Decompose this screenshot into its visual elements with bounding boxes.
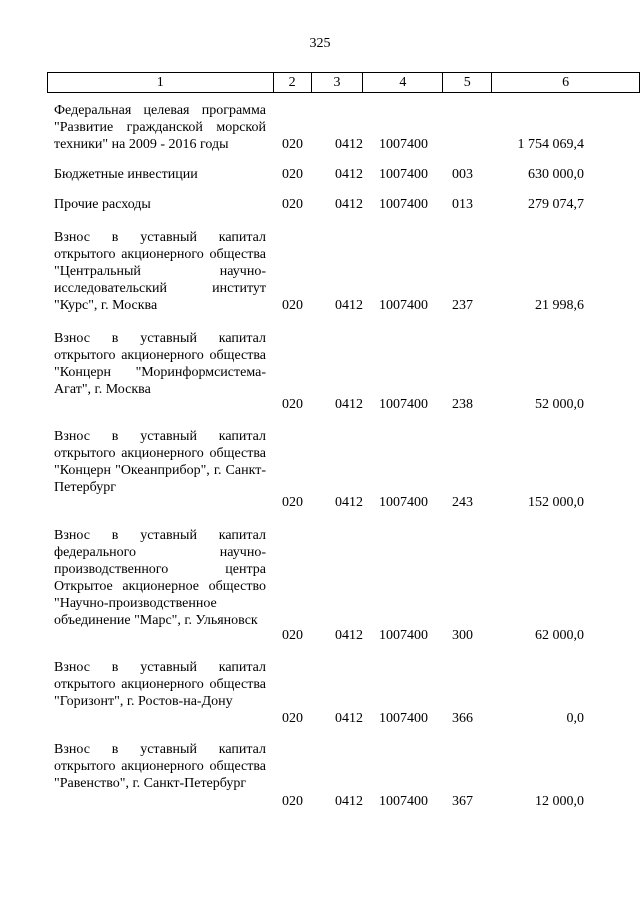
row-col-6: 12 000,0 (535, 794, 584, 809)
row-col-2: 020 (282, 137, 303, 152)
row-col-3: 0412 (335, 711, 363, 726)
row-col-3: 0412 (335, 794, 363, 809)
header-col-4: 4 (363, 73, 443, 93)
row-col-4: 1007400 (379, 298, 428, 313)
row-name: Взнос в уставный капитал открытого акционерного общества "Центральный научно-исследовательский институт "Курс", г. Москва (54, 230, 266, 313)
table-header (47, 72, 640, 93)
row-col-4: 1007400 (379, 137, 428, 152)
header-col-6: 6 (492, 73, 640, 93)
row-col-6: 630 000,0 (528, 167, 584, 182)
row-col-4: 1007400 (379, 711, 428, 726)
row-col-5: 003 (452, 167, 473, 182)
row-name: Взнос в уставный капитал федерального научно-производственного центра Открытое акционерное общество "Научно-производственное объединение "Марс", г. Ульяновск (54, 528, 266, 628)
row-col-4: 1007400 (379, 628, 428, 643)
header-col-3: 3 (311, 73, 363, 93)
header-row (48, 73, 640, 93)
row-col-4: 1007400 (379, 167, 428, 182)
row-name: Федеральная целевая программа "Развитие гражданской морской техники" на 2009 - 2016 годы (54, 103, 266, 152)
row-col-4: 1007400 (379, 495, 428, 510)
row-col-3: 0412 (335, 137, 363, 152)
row-col-2: 020 (282, 711, 303, 726)
row-col-5: 366 (452, 711, 473, 726)
row-col-5: 367 (452, 794, 473, 809)
row-name: Взнос в уставный капитал открытого акционерного общества "Концерн "Океанприбор", г. Санкт-Петербург (54, 429, 266, 495)
row-col-6: 152 000,0 (528, 495, 584, 510)
row-col-2: 020 (282, 167, 303, 182)
header-col-1: 1 (48, 73, 274, 93)
row-col-5: 238 (452, 397, 473, 412)
row-col-3: 0412 (335, 298, 363, 313)
row-col-2: 020 (282, 298, 303, 313)
row-col-3: 0412 (335, 197, 363, 212)
row-col-5: 237 (452, 298, 473, 313)
row-col-6: 0,0 (566, 711, 584, 726)
row-name: Бюджетные инвестиции (54, 167, 198, 182)
row-col-2: 020 (282, 197, 303, 212)
row-name: Прочие расходы (54, 197, 151, 212)
row-name: Взнос в уставный капитал открытого акционерного общества "Концерн "Моринформсистема-Агат", г. Москва (54, 331, 266, 397)
row-col-3: 0412 (335, 628, 363, 643)
row-col-2: 020 (282, 495, 303, 510)
row-col-6: 1 754 069,4 (517, 137, 584, 152)
row-col-4: 1007400 (379, 397, 428, 412)
header-col-5: 5 (443, 73, 492, 93)
row-col-3: 0412 (335, 397, 363, 412)
row-col-5: 243 (452, 495, 473, 510)
row-col-2: 020 (282, 628, 303, 643)
row-col-2: 020 (282, 397, 303, 412)
row-name: Взнос в уставный капитал открытого акционерного общества "Равенство", г. Санкт-Петербург (54, 742, 266, 791)
row-col-6: 52 000,0 (535, 397, 584, 412)
row-col-6: 21 998,6 (535, 298, 584, 313)
row-col-3: 0412 (335, 167, 363, 182)
row-name: Взнос в уставный капитал открытого акционерного общества "Горизонт", г. Ростов-на-Дону (54, 660, 266, 709)
row-col-4: 1007400 (379, 197, 428, 212)
header-col-2: 2 (273, 73, 311, 93)
row-col-4: 1007400 (379, 794, 428, 809)
row-col-6: 62 000,0 (535, 628, 584, 643)
row-col-5: 300 (452, 628, 473, 643)
row-col-5: 013 (452, 197, 473, 212)
row-col-3: 0412 (335, 495, 363, 510)
row-col-6: 279 074,7 (528, 197, 584, 212)
page-number: 325 (309, 36, 331, 51)
row-col-2: 020 (282, 794, 303, 809)
